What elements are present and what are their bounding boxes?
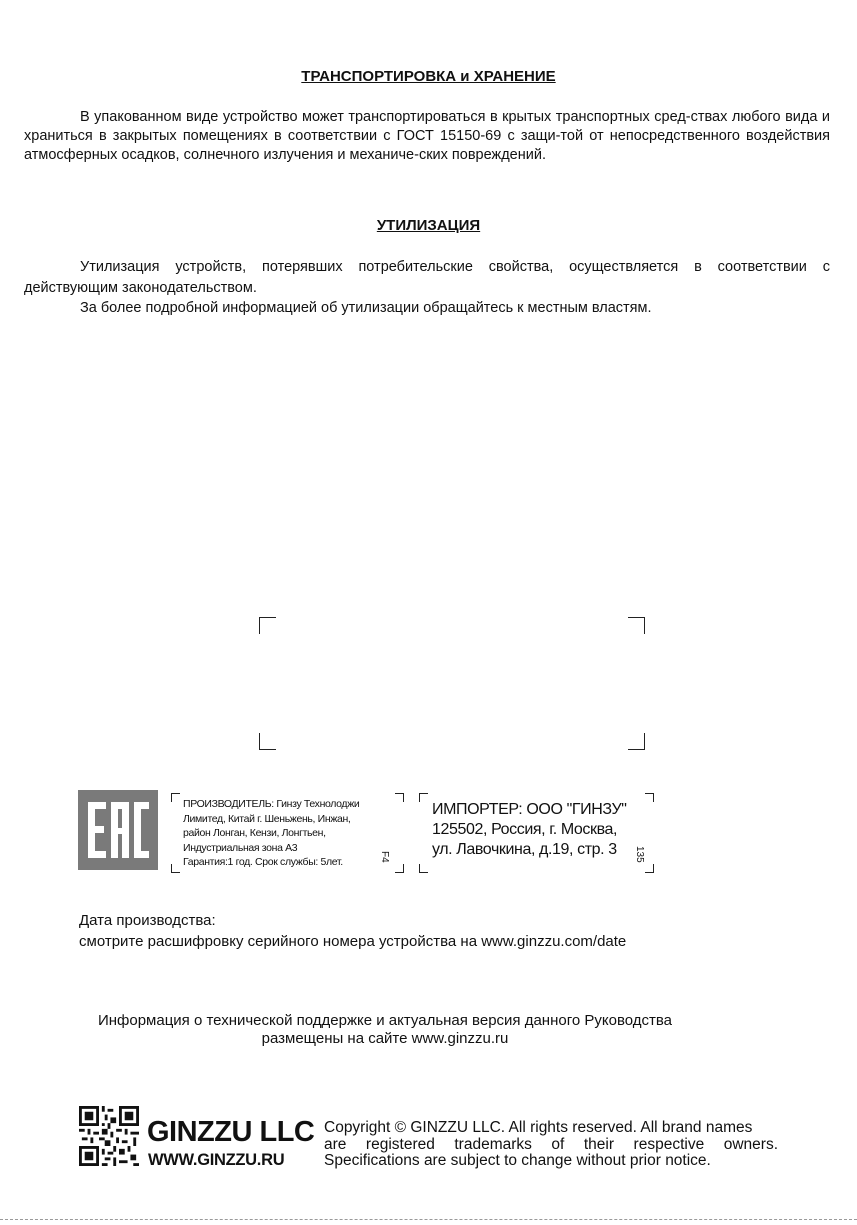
importer-line: ИМПОРТЕР: ООО "ГИНЗУ"	[432, 801, 627, 818]
brand-name: GINZZU LLC	[147, 1116, 315, 1148]
importer-info	[432, 800, 627, 860]
disposal-text-1: Утилизация устройств, потерявших потребительские свойства, осуществляется в соответствии с действующим законодательством.	[24, 259, 830, 296]
frame-corner	[259, 617, 276, 634]
manufacturer-line: район Лонган, Кензи, Лонгтьен,	[183, 827, 326, 840]
importer-line: 125502, Россия, г. Москва,	[432, 821, 618, 838]
manufacturer-line: Индустриальная зона А3	[183, 841, 298, 854]
box-corner	[171, 864, 180, 873]
frame-corner	[628, 733, 645, 750]
transport-title: ТРАНСПОРТИРОВКА и ХРАНЕНИЕ	[301, 68, 556, 85]
box-corner	[419, 793, 428, 802]
page-edge-line	[0, 1219, 857, 1220]
production-text: смотрите расшифровку серийного номера устройства на www.ginzzu.com/date	[79, 933, 627, 950]
box-corner	[395, 864, 404, 873]
frame-corner	[628, 617, 645, 634]
support-line-1: Информация о технической поддержке и актуальная версия данного Руководства	[97, 1012, 673, 1029]
box-corner	[395, 793, 404, 802]
copyright-line: Specifications are subject to change without prior notice.	[324, 1152, 711, 1169]
qr-code-icon	[79, 1106, 139, 1166]
importer-code: 135	[634, 846, 645, 863]
importer-line: ул. Лавочкина, д.19, стр. 3	[432, 841, 617, 858]
manufacturer-line: ПРОИЗВОДИТЕЛЬ: Гинзу Технолоджи	[183, 798, 360, 810]
disposal-text-2: За более подробной информацией об утилизации обращайтесь к местным властям.	[80, 300, 652, 316]
box-corner	[645, 793, 654, 802]
eac-mark-icon	[78, 790, 158, 870]
manufacturer-info	[183, 797, 359, 870]
disposal-title: УТИЛИЗАЦИЯ	[376, 217, 481, 234]
transport-text: В упакованном виде устройство может транспортироваться в крытых транспортных сред-ствах любого вида и храниться в закрытых помещениях в соответствии с ГОСТ 15150-69 с защи-той от непосредственного воздействия атмосферных осадков, солнечного излучения и механиче-ских повреждений.	[24, 109, 830, 163]
brand-site: WWW.GINZZU.RU	[148, 1151, 285, 1169]
frame-corner	[259, 733, 276, 750]
manufacturer-line: Гарантия:1 год. Срок службы: 5лет.	[183, 856, 343, 869]
support-line-2: размещены на сайте www.ginzzu.ru	[261, 1030, 509, 1047]
box-corner	[171, 793, 180, 802]
box-corner	[419, 864, 428, 873]
manufacturer-code: F4	[379, 851, 390, 863]
copyright-line: Copyright © GINZZU LLC. All rights reserved. All brand names	[324, 1119, 753, 1136]
manufacturer-line: Лимитед, Китай г. Шеньжень, Инжан,	[183, 812, 351, 825]
copyright	[324, 1120, 778, 1170]
production-label: Дата производства:	[79, 912, 216, 929]
copyright-line: are registered trademarks of their respective owners.	[324, 1135, 778, 1153]
box-corner	[645, 864, 654, 873]
eac-logo	[78, 790, 158, 870]
